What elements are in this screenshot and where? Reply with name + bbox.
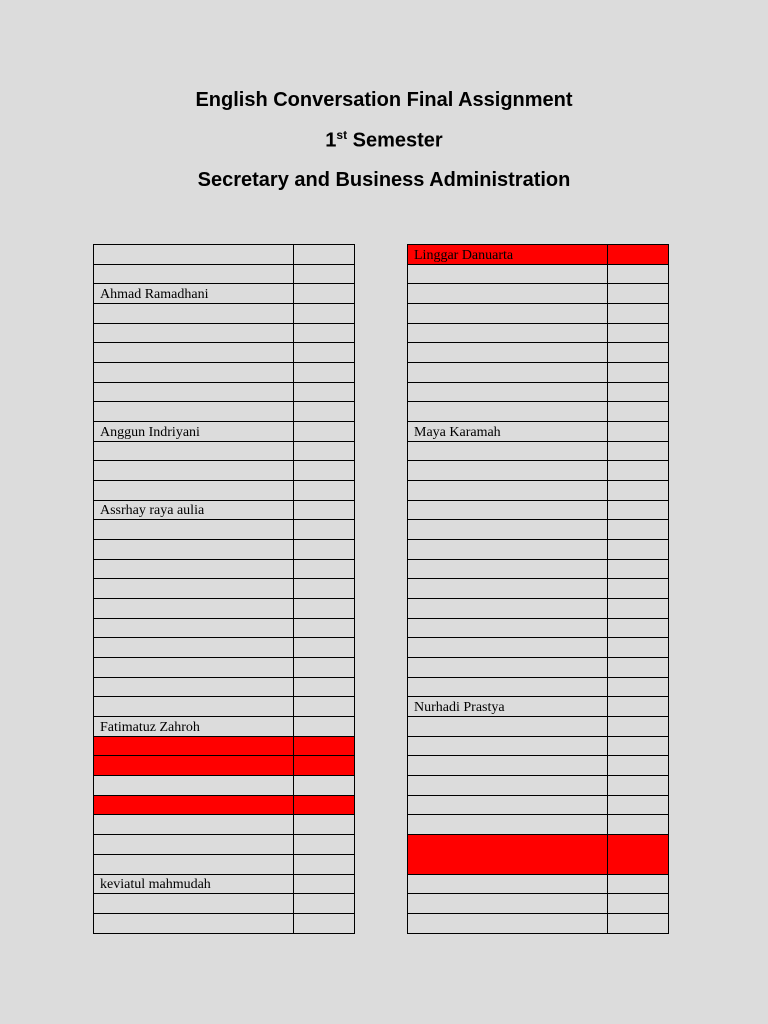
- student-name: [408, 869, 414, 870]
- table-row: [94, 717, 355, 737]
- student-name: [94, 416, 100, 417]
- student-name: [408, 318, 414, 319]
- table-row: [94, 422, 355, 442]
- score-cell[interactable]: [608, 559, 669, 579]
- student-name-cell[interactable]: [94, 854, 294, 874]
- student-name: Linggar Danuarta: [414, 247, 514, 263]
- student-name-cell[interactable]: [408, 697, 608, 717]
- score-cell[interactable]: [608, 795, 669, 815]
- student-name: [408, 475, 414, 476]
- table-row: [94, 245, 355, 265]
- student-name-cell[interactable]: [408, 874, 608, 894]
- score-cell[interactable]: [294, 717, 355, 737]
- student-name: [94, 652, 100, 653]
- student-name-cell[interactable]: [94, 245, 294, 265]
- student-name: [408, 613, 414, 614]
- student-name-cell[interactable]: [94, 363, 294, 383]
- student-name: [94, 396, 100, 397]
- student-name: [94, 632, 100, 633]
- table-row: [408, 343, 669, 363]
- student-name: [408, 652, 414, 653]
- score-cell[interactable]: [608, 343, 669, 363]
- student-name-cell[interactable]: [408, 795, 608, 815]
- student-name-cell[interactable]: [94, 481, 294, 501]
- student-name: [94, 790, 100, 791]
- student-name: [408, 672, 414, 673]
- score-cell[interactable]: [608, 382, 669, 402]
- student-name: keviatul mahmudah: [100, 877, 211, 893]
- student-name-cell[interactable]: [94, 736, 294, 756]
- score-cell[interactable]: [294, 422, 355, 442]
- student-name: [94, 928, 100, 929]
- score-cell[interactable]: [294, 461, 355, 481]
- student-name-cell[interactable]: [408, 264, 608, 284]
- student-name-cell[interactable]: [408, 677, 608, 697]
- score-cell[interactable]: [608, 441, 669, 461]
- table-row: [408, 461, 669, 481]
- student-name-cell[interactable]: [408, 245, 608, 265]
- student-name-cell[interactable]: [94, 756, 294, 776]
- table-row: [94, 776, 355, 796]
- table-row: [94, 441, 355, 461]
- score-cell[interactable]: [608, 756, 669, 776]
- student-name-cell[interactable]: [408, 559, 608, 579]
- student-name: Anggun Indriyani: [100, 424, 200, 440]
- student-name-cell[interactable]: [408, 815, 608, 835]
- score-cell[interactable]: [294, 854, 355, 874]
- table-row: [408, 638, 669, 658]
- score-cell[interactable]: [294, 579, 355, 599]
- score-cell[interactable]: [608, 323, 669, 343]
- score-cell[interactable]: [294, 697, 355, 717]
- student-name: [94, 770, 100, 771]
- student-name-cell[interactable]: [94, 835, 294, 855]
- student-name-cell[interactable]: [94, 304, 294, 324]
- score-cell[interactable]: [294, 363, 355, 383]
- table-row: [408, 677, 669, 697]
- student-name-cell[interactable]: [94, 441, 294, 461]
- student-name: [408, 298, 414, 299]
- score-cell[interactable]: [294, 382, 355, 402]
- table-row: [94, 658, 355, 678]
- score-cell[interactable]: [608, 245, 669, 265]
- student-name: [94, 455, 100, 456]
- table-row: [408, 776, 669, 796]
- table-row: [408, 422, 669, 442]
- student-name: [408, 278, 414, 279]
- student-name-cell[interactable]: [408, 481, 608, 501]
- student-name: [94, 869, 100, 870]
- student-name: Fatimatuz Zahroh: [100, 719, 200, 735]
- student-name-cell[interactable]: [94, 500, 294, 520]
- score-cell[interactable]: [294, 402, 355, 422]
- student-name-cell[interactable]: [94, 638, 294, 658]
- table-row: [408, 618, 669, 638]
- student-name-cell[interactable]: [94, 776, 294, 796]
- score-cell[interactable]: [294, 815, 355, 835]
- table-row: [408, 815, 669, 835]
- score-cell[interactable]: [608, 717, 669, 737]
- student-name: [408, 908, 414, 909]
- student-name: [408, 888, 414, 889]
- table-row: [94, 343, 355, 363]
- table-row: [408, 736, 669, 756]
- student-name: [94, 573, 100, 574]
- student-name: [94, 829, 100, 830]
- student-name-cell[interactable]: [408, 422, 608, 442]
- student-name-cell[interactable]: [408, 756, 608, 776]
- table-row: [408, 599, 669, 619]
- table-row: [94, 402, 355, 422]
- score-cell[interactable]: [608, 461, 669, 481]
- student-name-cell[interactable]: [408, 382, 608, 402]
- table-row: [94, 736, 355, 756]
- score-cell[interactable]: [294, 500, 355, 520]
- score-cell[interactable]: [294, 795, 355, 815]
- score-cell[interactable]: [608, 500, 669, 520]
- student-name: [408, 731, 414, 732]
- student-name: Assrhay raya aulia: [100, 503, 205, 519]
- score-cell[interactable]: [294, 540, 355, 560]
- student-name: [408, 337, 414, 338]
- table-row: [408, 441, 669, 461]
- student-name: Nurhadi Prastya: [414, 700, 505, 716]
- student-name-cell[interactable]: [94, 677, 294, 697]
- table-row: [94, 500, 355, 520]
- table-row: [408, 520, 669, 540]
- score-cell[interactable]: [294, 658, 355, 678]
- student-name-cell[interactable]: [94, 559, 294, 579]
- student-name: [94, 672, 100, 673]
- score-cell[interactable]: [294, 264, 355, 284]
- student-name-cell[interactable]: [408, 343, 608, 363]
- score-cell[interactable]: [608, 540, 669, 560]
- student-name-cell[interactable]: [408, 638, 608, 658]
- score-cell[interactable]: [608, 422, 669, 442]
- table-row: [94, 756, 355, 776]
- score-cell[interactable]: [608, 284, 669, 304]
- student-name: [408, 750, 414, 751]
- semester-number: 1: [325, 129, 337, 152]
- student-name-cell[interactable]: [408, 835, 608, 874]
- table-row: [408, 894, 669, 914]
- score-cell[interactable]: [294, 599, 355, 619]
- table-row: [94, 697, 355, 717]
- score-cell[interactable]: [294, 756, 355, 776]
- student-name: [94, 337, 100, 338]
- student-name-cell[interactable]: [94, 874, 294, 894]
- score-cell[interactable]: [294, 677, 355, 697]
- student-name: [408, 416, 414, 417]
- student-name-cell[interactable]: [94, 815, 294, 835]
- table-row: [408, 402, 669, 422]
- student-name-cell[interactable]: [408, 579, 608, 599]
- score-cell[interactable]: [608, 599, 669, 619]
- student-name-cell[interactable]: [94, 264, 294, 284]
- table-row: [94, 795, 355, 815]
- student-name: [94, 809, 100, 810]
- score-cell[interactable]: [608, 815, 669, 835]
- table-row: [408, 481, 669, 501]
- score-cell[interactable]: [608, 520, 669, 540]
- score-cell[interactable]: [294, 520, 355, 540]
- table-row: [408, 697, 669, 717]
- table-row: [408, 245, 669, 265]
- table-row: [408, 264, 669, 284]
- score-cell[interactable]: [608, 776, 669, 796]
- table-row: [94, 874, 355, 894]
- student-name-cell[interactable]: [408, 599, 608, 619]
- student-name-cell[interactable]: [408, 323, 608, 343]
- table-row: [408, 284, 669, 304]
- table-row: [94, 323, 355, 343]
- student-name: [408, 396, 414, 397]
- student-name: [408, 928, 414, 929]
- student-name-cell[interactable]: [94, 382, 294, 402]
- student-name-cell[interactable]: [94, 540, 294, 560]
- student-name-cell[interactable]: [408, 618, 608, 638]
- table-row: [408, 913, 669, 933]
- table-row: [408, 304, 669, 324]
- student-name-cell[interactable]: [94, 913, 294, 933]
- student-name: [408, 770, 414, 771]
- student-name: [94, 554, 100, 555]
- student-name: Ahmad Ramadhani: [100, 287, 209, 303]
- student-table-left: [93, 244, 355, 934]
- table-row: [94, 304, 355, 324]
- table-row: [94, 638, 355, 658]
- table-row: [94, 461, 355, 481]
- table-row: [94, 363, 355, 383]
- semester-suffix: st: [336, 128, 348, 142]
- score-cell[interactable]: [294, 343, 355, 363]
- table-row: [94, 382, 355, 402]
- table-row: [408, 756, 669, 776]
- score-cell[interactable]: [608, 736, 669, 756]
- student-name: [408, 790, 414, 791]
- student-name: [94, 278, 100, 279]
- student-name: [408, 534, 414, 535]
- student-name: [94, 357, 100, 358]
- student-name-cell[interactable]: [408, 402, 608, 422]
- score-cell[interactable]: [608, 835, 669, 874]
- table-row: [408, 795, 669, 815]
- score-cell[interactable]: [294, 481, 355, 501]
- student-name: [94, 613, 100, 614]
- score-cell[interactable]: [608, 304, 669, 324]
- score-cell[interactable]: [608, 402, 669, 422]
- score-cell[interactable]: [294, 894, 355, 914]
- table-row: [94, 264, 355, 284]
- table-row: [94, 284, 355, 304]
- student-name: [94, 908, 100, 909]
- semester-word: Semester: [347, 129, 443, 152]
- table-row: [408, 835, 669, 874]
- score-cell[interactable]: [294, 618, 355, 638]
- table-row: [408, 658, 669, 678]
- student-name-cell[interactable]: [94, 343, 294, 363]
- score-cell[interactable]: [294, 323, 355, 343]
- score-cell[interactable]: [608, 618, 669, 638]
- table-row: [408, 382, 669, 402]
- score-cell[interactable]: [294, 245, 355, 265]
- score-cell[interactable]: [608, 579, 669, 599]
- student-name-cell[interactable]: [408, 500, 608, 520]
- student-name: [408, 829, 414, 830]
- student-name-cell[interactable]: [408, 776, 608, 796]
- score-cell[interactable]: [294, 559, 355, 579]
- table-row: [408, 540, 669, 560]
- table-row: [408, 717, 669, 737]
- student-name: [408, 691, 414, 692]
- table-row: [408, 579, 669, 599]
- student-name-cell[interactable]: [408, 717, 608, 737]
- semester-heading: [0, 128, 768, 153]
- score-cell[interactable]: [294, 874, 355, 894]
- score-cell[interactable]: [608, 697, 669, 717]
- table-row: [94, 559, 355, 579]
- table-row: [408, 559, 669, 579]
- student-name: [408, 573, 414, 574]
- student-name-cell[interactable]: [94, 717, 294, 737]
- table-row: [94, 677, 355, 697]
- student-name-cell[interactable]: [408, 461, 608, 481]
- score-cell[interactable]: [294, 441, 355, 461]
- student-table-right: [407, 244, 669, 934]
- student-name-cell[interactable]: [408, 658, 608, 678]
- student-name-cell[interactable]: [94, 579, 294, 599]
- score-cell[interactable]: [608, 481, 669, 501]
- score-cell[interactable]: [608, 264, 669, 284]
- table-row: [94, 481, 355, 501]
- student-name-cell[interactable]: [408, 540, 608, 560]
- student-name: [408, 514, 414, 515]
- student-name-cell[interactable]: [408, 441, 608, 461]
- student-name: [94, 849, 100, 850]
- student-name: [408, 632, 414, 633]
- student-name: [408, 377, 414, 378]
- score-cell[interactable]: [294, 776, 355, 796]
- score-cell[interactable]: [608, 363, 669, 383]
- score-cell[interactable]: [608, 638, 669, 658]
- student-name-cell[interactable]: [94, 520, 294, 540]
- score-cell[interactable]: [608, 894, 669, 914]
- table-row: [94, 540, 355, 560]
- table-row: [94, 618, 355, 638]
- table-row: [94, 835, 355, 855]
- student-name: Maya Karamah: [414, 424, 501, 440]
- student-name: [94, 711, 100, 712]
- student-name-cell[interactable]: [94, 599, 294, 619]
- student-name: [408, 357, 414, 358]
- table-row: [94, 599, 355, 619]
- student-name: [94, 691, 100, 692]
- student-name-cell[interactable]: [408, 363, 608, 383]
- score-cell[interactable]: [608, 677, 669, 697]
- student-name-cell[interactable]: [408, 894, 608, 914]
- student-name-cell[interactable]: [94, 795, 294, 815]
- score-cell[interactable]: [294, 736, 355, 756]
- table-row: [94, 913, 355, 933]
- student-name-cell[interactable]: [94, 618, 294, 638]
- student-name: [408, 554, 414, 555]
- score-cell[interactable]: [294, 638, 355, 658]
- student-name: [94, 534, 100, 535]
- score-cell[interactable]: [294, 835, 355, 855]
- score-cell[interactable]: [608, 913, 669, 933]
- student-name-cell[interactable]: [408, 284, 608, 304]
- student-name: [94, 377, 100, 378]
- student-name: [94, 750, 100, 751]
- score-cell[interactable]: [294, 284, 355, 304]
- score-cell[interactable]: [608, 874, 669, 894]
- score-cell[interactable]: [608, 658, 669, 678]
- student-name-cell[interactable]: [94, 284, 294, 304]
- student-name-cell[interactable]: [94, 697, 294, 717]
- student-name: [94, 593, 100, 594]
- document-title: English Conversation Final Assignment: [195, 89, 573, 111]
- student-name: [408, 455, 414, 456]
- table-row: [94, 579, 355, 599]
- student-name: [94, 475, 100, 476]
- table-row: [94, 520, 355, 540]
- score-cell[interactable]: [294, 913, 355, 933]
- student-name-cell[interactable]: [94, 323, 294, 343]
- student-name: [408, 593, 414, 594]
- table-row: [408, 500, 669, 520]
- score-cell[interactable]: [294, 304, 355, 324]
- table-row: [408, 874, 669, 894]
- student-name: [94, 495, 100, 496]
- table-row: [408, 323, 669, 343]
- program-heading: Secretary and Business Administration: [197, 169, 571, 191]
- student-name-cell[interactable]: [94, 461, 294, 481]
- student-name: [94, 318, 100, 319]
- student-name-cell[interactable]: [408, 520, 608, 540]
- table-row: [94, 854, 355, 874]
- table-row: [408, 363, 669, 383]
- student-name-cell[interactable]: [94, 894, 294, 914]
- student-name-cell[interactable]: [408, 913, 608, 933]
- student-name: [408, 809, 414, 810]
- student-name-cell[interactable]: [94, 658, 294, 678]
- student-name: [94, 259, 100, 260]
- table-row: [94, 815, 355, 835]
- student-name-cell[interactable]: [94, 422, 294, 442]
- student-name: [408, 495, 414, 496]
- student-name-cell[interactable]: [408, 304, 608, 324]
- student-name-cell[interactable]: [94, 402, 294, 422]
- student-name-cell[interactable]: [408, 736, 608, 756]
- table-row: [94, 894, 355, 914]
